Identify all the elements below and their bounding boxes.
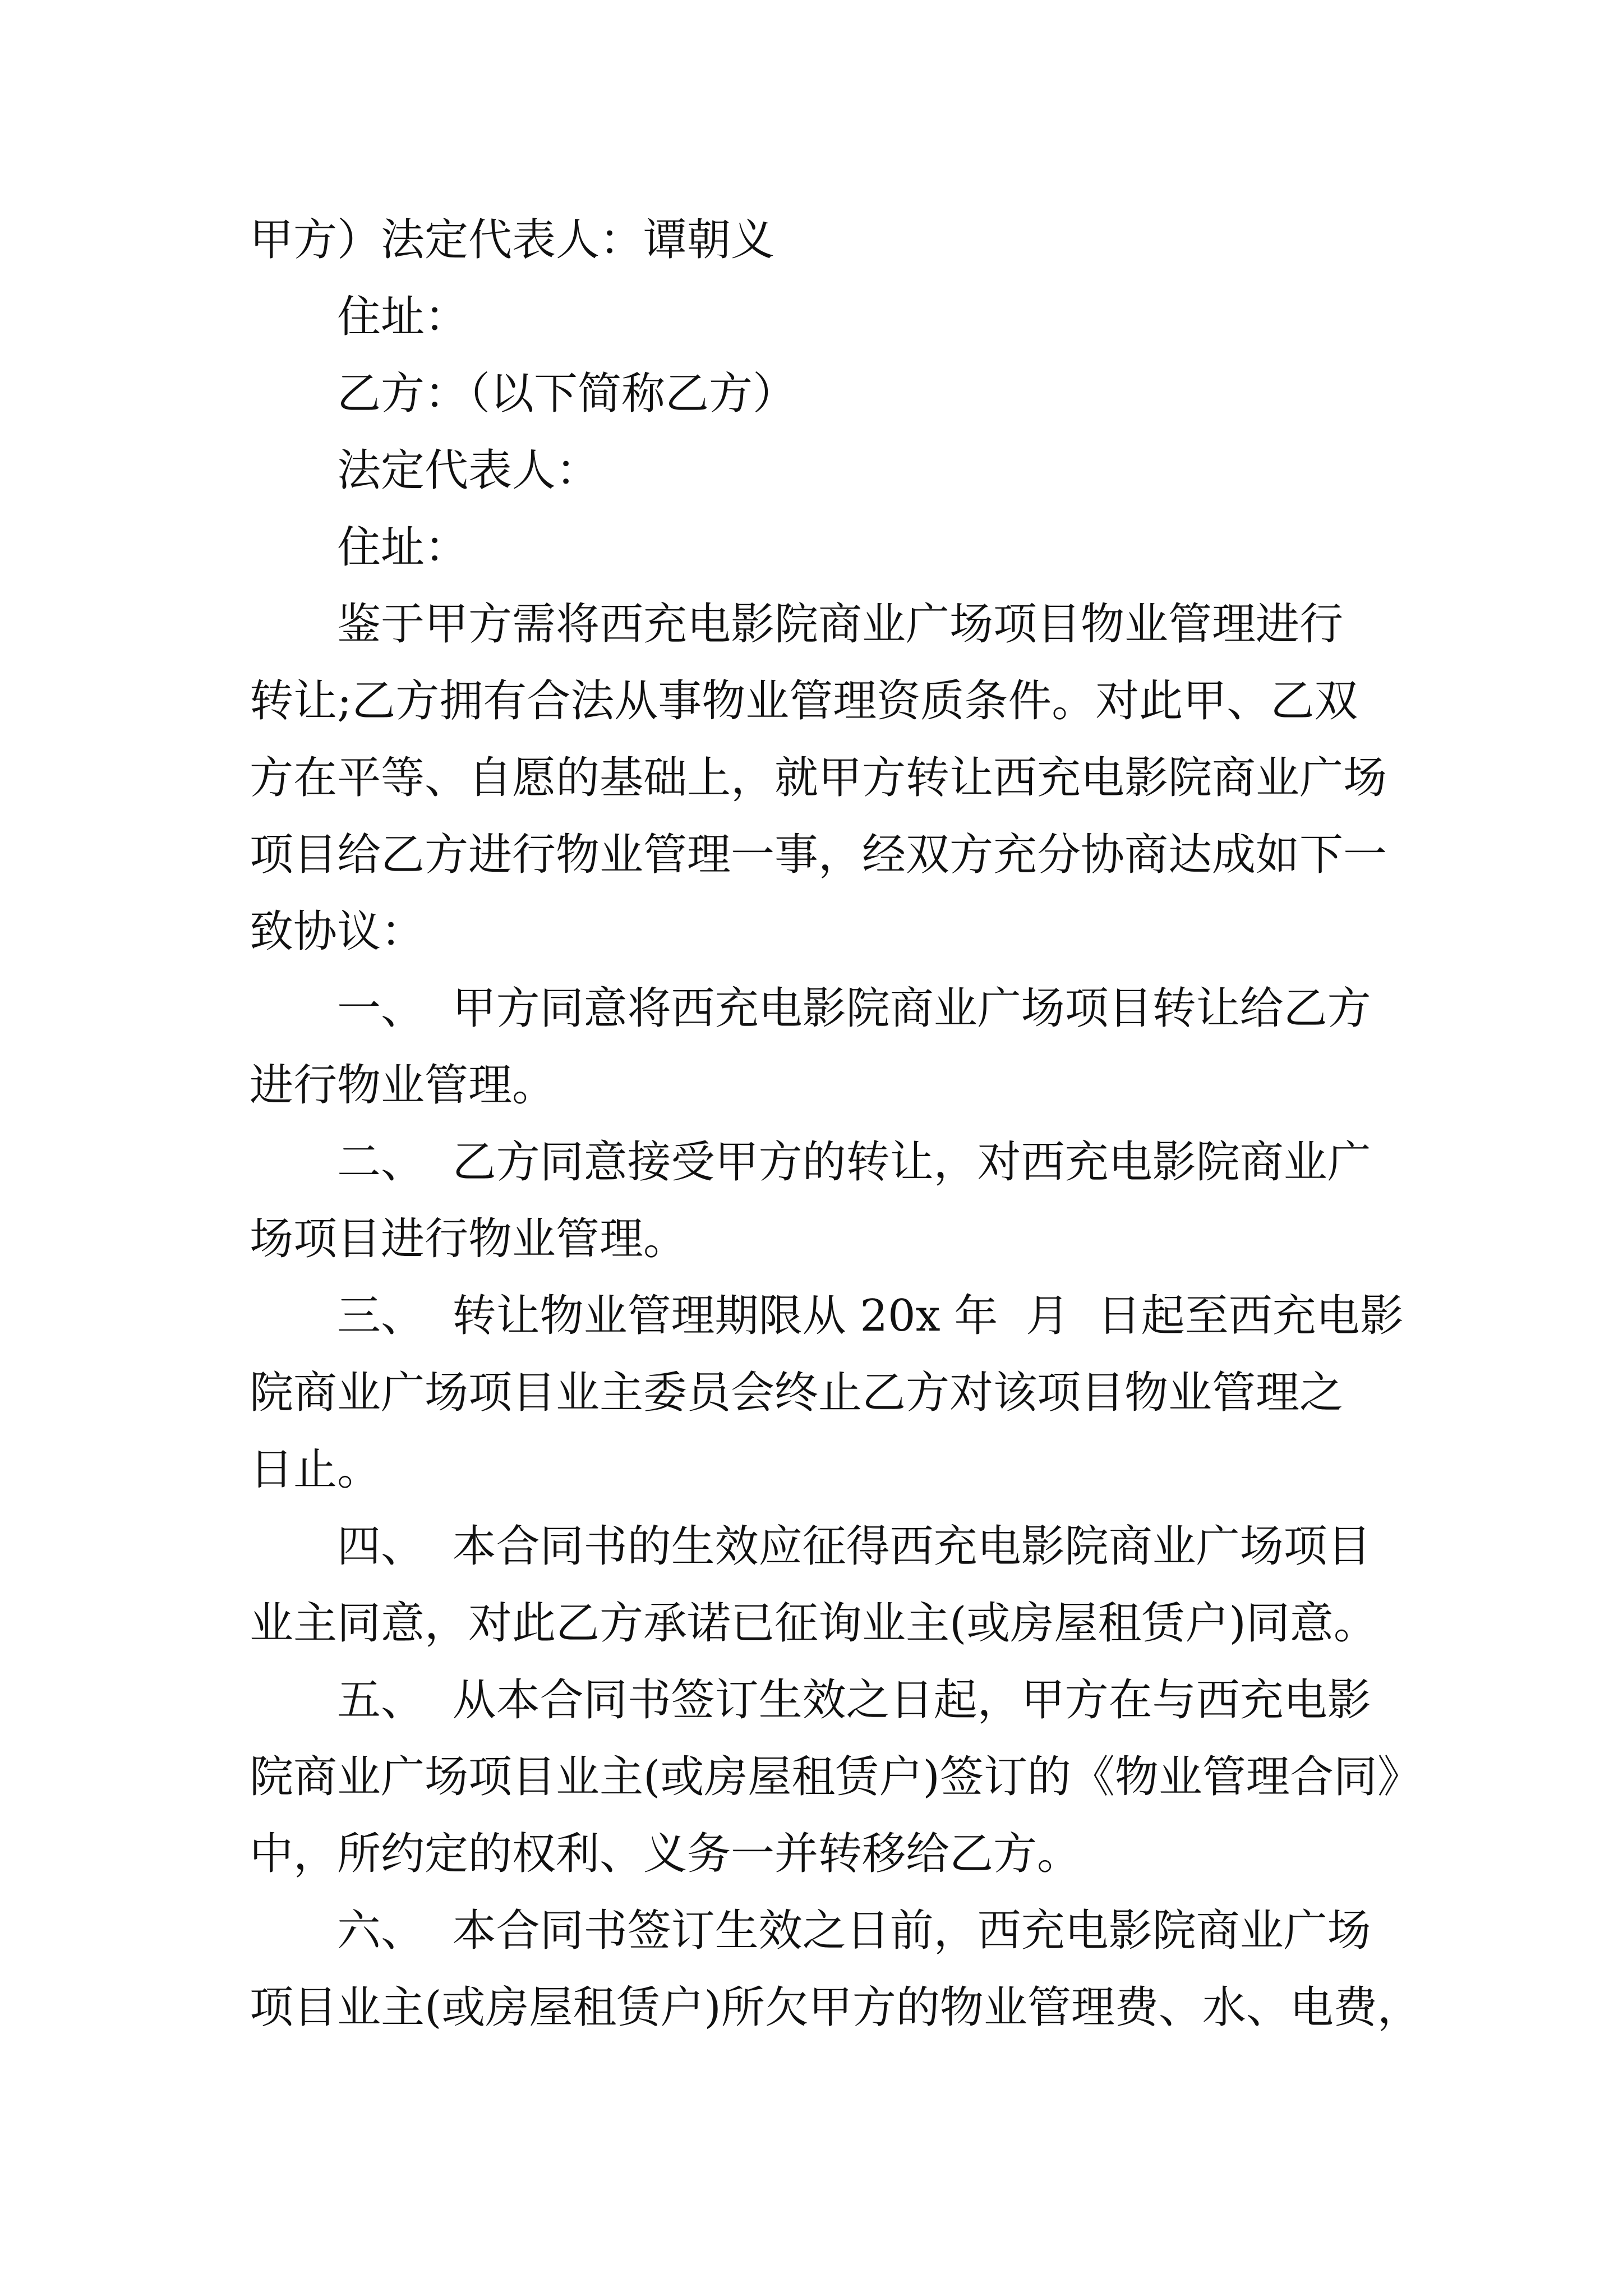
line-6: 转让;乙方拥有合法从事物业管理资质条件。对此甲、乙双 <box>250 676 1358 726</box>
line-2: 乙方：（以下简称乙方） <box>337 369 797 419</box>
line-12: 二、 乙方同意接受甲方的转让，对西充电影院商业广 <box>337 1137 1371 1188</box>
line-17: 四、 本合同书的生效应征得西充电影院商业广场项目 <box>337 1521 1371 1572</box>
line-14: 三、 转让物业管理期限从 20x 年 月 日起至西充电影 <box>337 1291 1404 1341</box>
line-11: 进行物业管理。 <box>250 1060 556 1111</box>
line-21: 中，所约定的权利、义务一并转移给乙方。 <box>250 1829 1081 1879</box>
line-7: 方在平等、自愿的基础上，就甲方转让西充电影院商业广场 <box>250 753 1387 803</box>
line-5: 鉴于甲方需将西充电影院商业广场项目物业管理进行 <box>337 599 1344 650</box>
line-18: 业主同意，对此乙方承诺已征询业主(或房屋租赁户)同意。 <box>250 1598 1377 1649</box>
line-4: 住址： <box>337 522 469 573</box>
line-19: 五、 从本合同书签订生效之日起，甲方在与西充电影 <box>337 1675 1371 1726</box>
line-13: 场项目进行物业管理。 <box>250 1214 688 1264</box>
line-16: 日止。 <box>250 1444 381 1495</box>
line-23: 项目业主(或房屋租赁户)所欠甲方的物业管理费、水、电费， <box>250 1982 1421 2033</box>
line-22: 六、 本合同书签订生效之日前，西充电影院商业广场 <box>337 1906 1371 1956</box>
line-0: 甲方）法定代表人：谭朝义 <box>250 215 775 265</box>
line-9: 致协议： <box>250 907 425 957</box>
line-10: 一、 甲方同意将西充电影院商业广场项目转让给乙方 <box>337 983 1371 1034</box>
line-15: 院商业广场项目业主委员会终止乙方对该项目物业管理之 <box>250 1368 1344 1418</box>
line-1: 住址： <box>337 292 469 342</box>
line-8: 项目给乙方进行物业管理一事，经双方充分协商达成如下一 <box>250 830 1387 880</box>
line-3: 法定代表人： <box>337 445 600 496</box>
document-page <box>250 202 1421 2046</box>
line-20: 院商业广场项目业主(或房屋租赁户)签订的《物业管理合同》 <box>250 1752 1421 1802</box>
